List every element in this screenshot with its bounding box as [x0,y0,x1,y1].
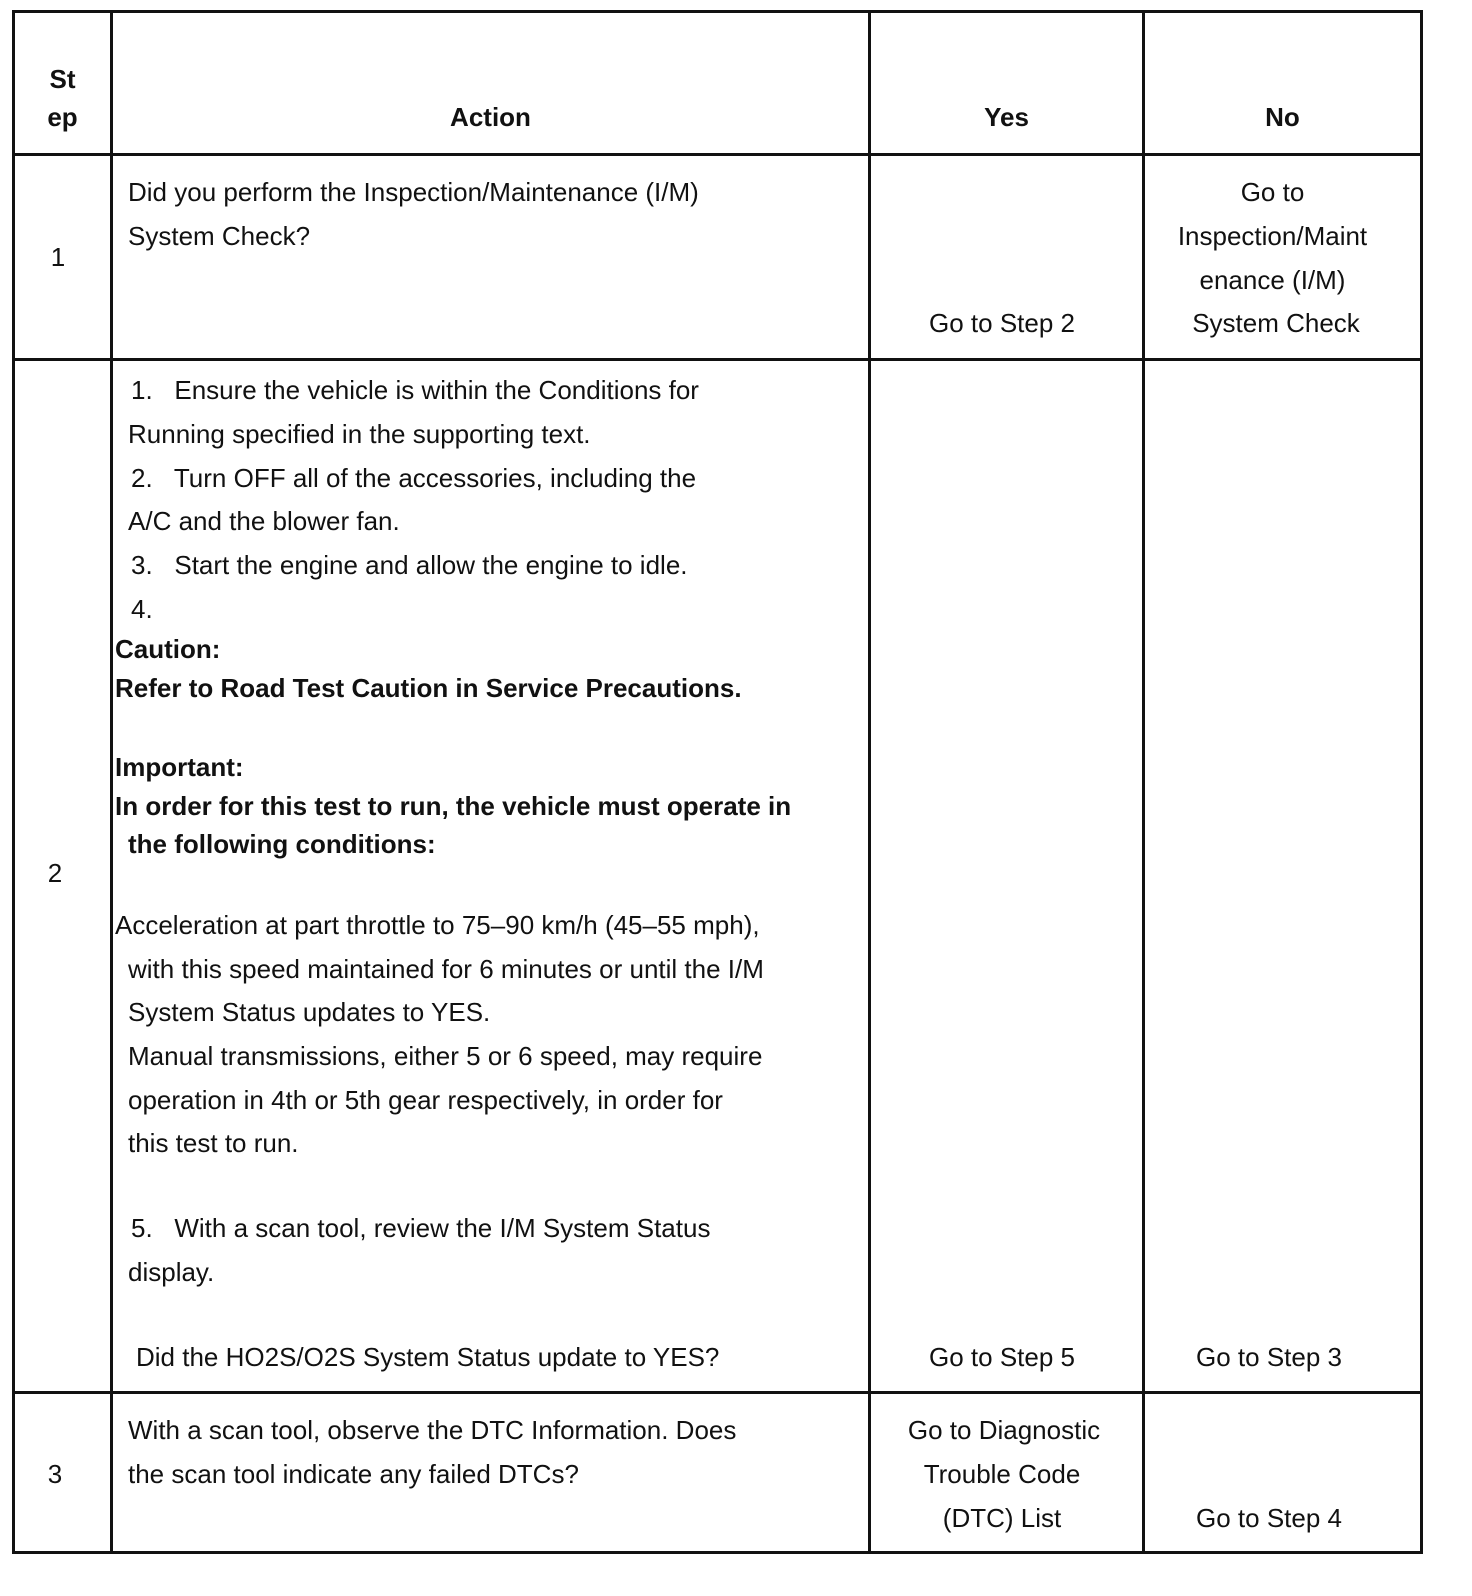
table-border-top [12,10,1423,13]
row2-item1-line2: Running specified in the supporting text. [128,419,591,449]
row1-action-line2: System Check? [128,221,311,251]
row2-no: Go to Step 3 [1196,1342,1342,1372]
manual-line3: this test to run. [128,1128,299,1158]
row3-yes-line3: (DTC) List [942,1503,1062,1533]
manual-line1: Manual transmissions, either 5 or 6 speed, may require [128,1041,763,1071]
manual-line2: operation in 4th or 5th gear respectively, in order for [128,1085,723,1115]
header-step-line1: St [49,64,76,94]
row2-item3: 3. Start the engine and allow the engine to idle. [131,550,688,580]
row1-step: 1 [50,242,66,272]
row2-question: Did the HO2S/O2S System Status update to YES? [136,1342,720,1372]
row1-no-line1: Go to [1240,177,1305,207]
row2-yes: Go to Step 5 [929,1342,1075,1372]
header-no: No [1265,102,1300,132]
row2-step: 2 [47,858,63,888]
diagnostic-table [12,10,1460,1588]
header-step-line2: ep [47,102,78,132]
condition-line2: with this speed maintained for 6 minutes or until the I/M [128,954,764,984]
header-divider [12,153,1423,156]
row-divider-2 [12,1391,1423,1394]
header-yes: Yes [984,102,1029,132]
col-divider-step [110,10,113,1554]
row3-action-line2: the scan tool indicate any failed DTCs? [128,1459,579,1489]
condition-line1: Acceleration at part throttle to 75–90 km/h (45–55 mph), [115,910,760,940]
caution-text: Refer to Road Test Caution in Service Precautions. [115,673,742,703]
col-divider-action [868,10,871,1554]
row3-yes-line2: Trouble Code [923,1459,1081,1489]
caution-label: Caution: [115,634,221,664]
row3-yes-line1: Go to Diagnostic [907,1415,1101,1445]
condition-line3: System Status updates to YES. [128,997,491,1027]
important-line1: In order for this test to run, the vehicle must operate in [115,791,792,821]
row2-item1-line1: 1. Ensure the vehicle is within the Conditions for [131,375,699,405]
table-border-bottom [12,1551,1423,1554]
row3-step: 3 [47,1459,63,1489]
row2-item5-line1: 5. With a scan tool, review the I/M System Status [131,1213,711,1243]
important-line2: the following conditions: [128,829,436,859]
row1-yes: Go to Step 2 [929,308,1075,338]
header-action: Action [450,102,531,132]
row1-no-line4: System Check [1192,308,1360,338]
row3-action-line1: With a scan tool, observe the DTC Information. Does [128,1415,737,1445]
row3-no: Go to Step 4 [1196,1503,1342,1533]
row1-action-line1: Did you perform the Inspection/Maintenance (I/M) [128,177,699,207]
important-label: Important: [115,752,244,782]
row-divider-1 [12,358,1423,361]
row2-item2-line2: A/C and the blower fan. [128,506,400,536]
row2-item4: 4. [131,594,153,624]
row1-no-line3: enance (I/M) [1199,265,1346,295]
row2-item5-line2: display. [128,1257,215,1287]
row1-no-line2: Inspection/Maint [1177,221,1368,251]
row2-item2-line1: 2. Turn OFF all of the accessories, including the [131,463,697,493]
table-border-right [1420,10,1423,1554]
